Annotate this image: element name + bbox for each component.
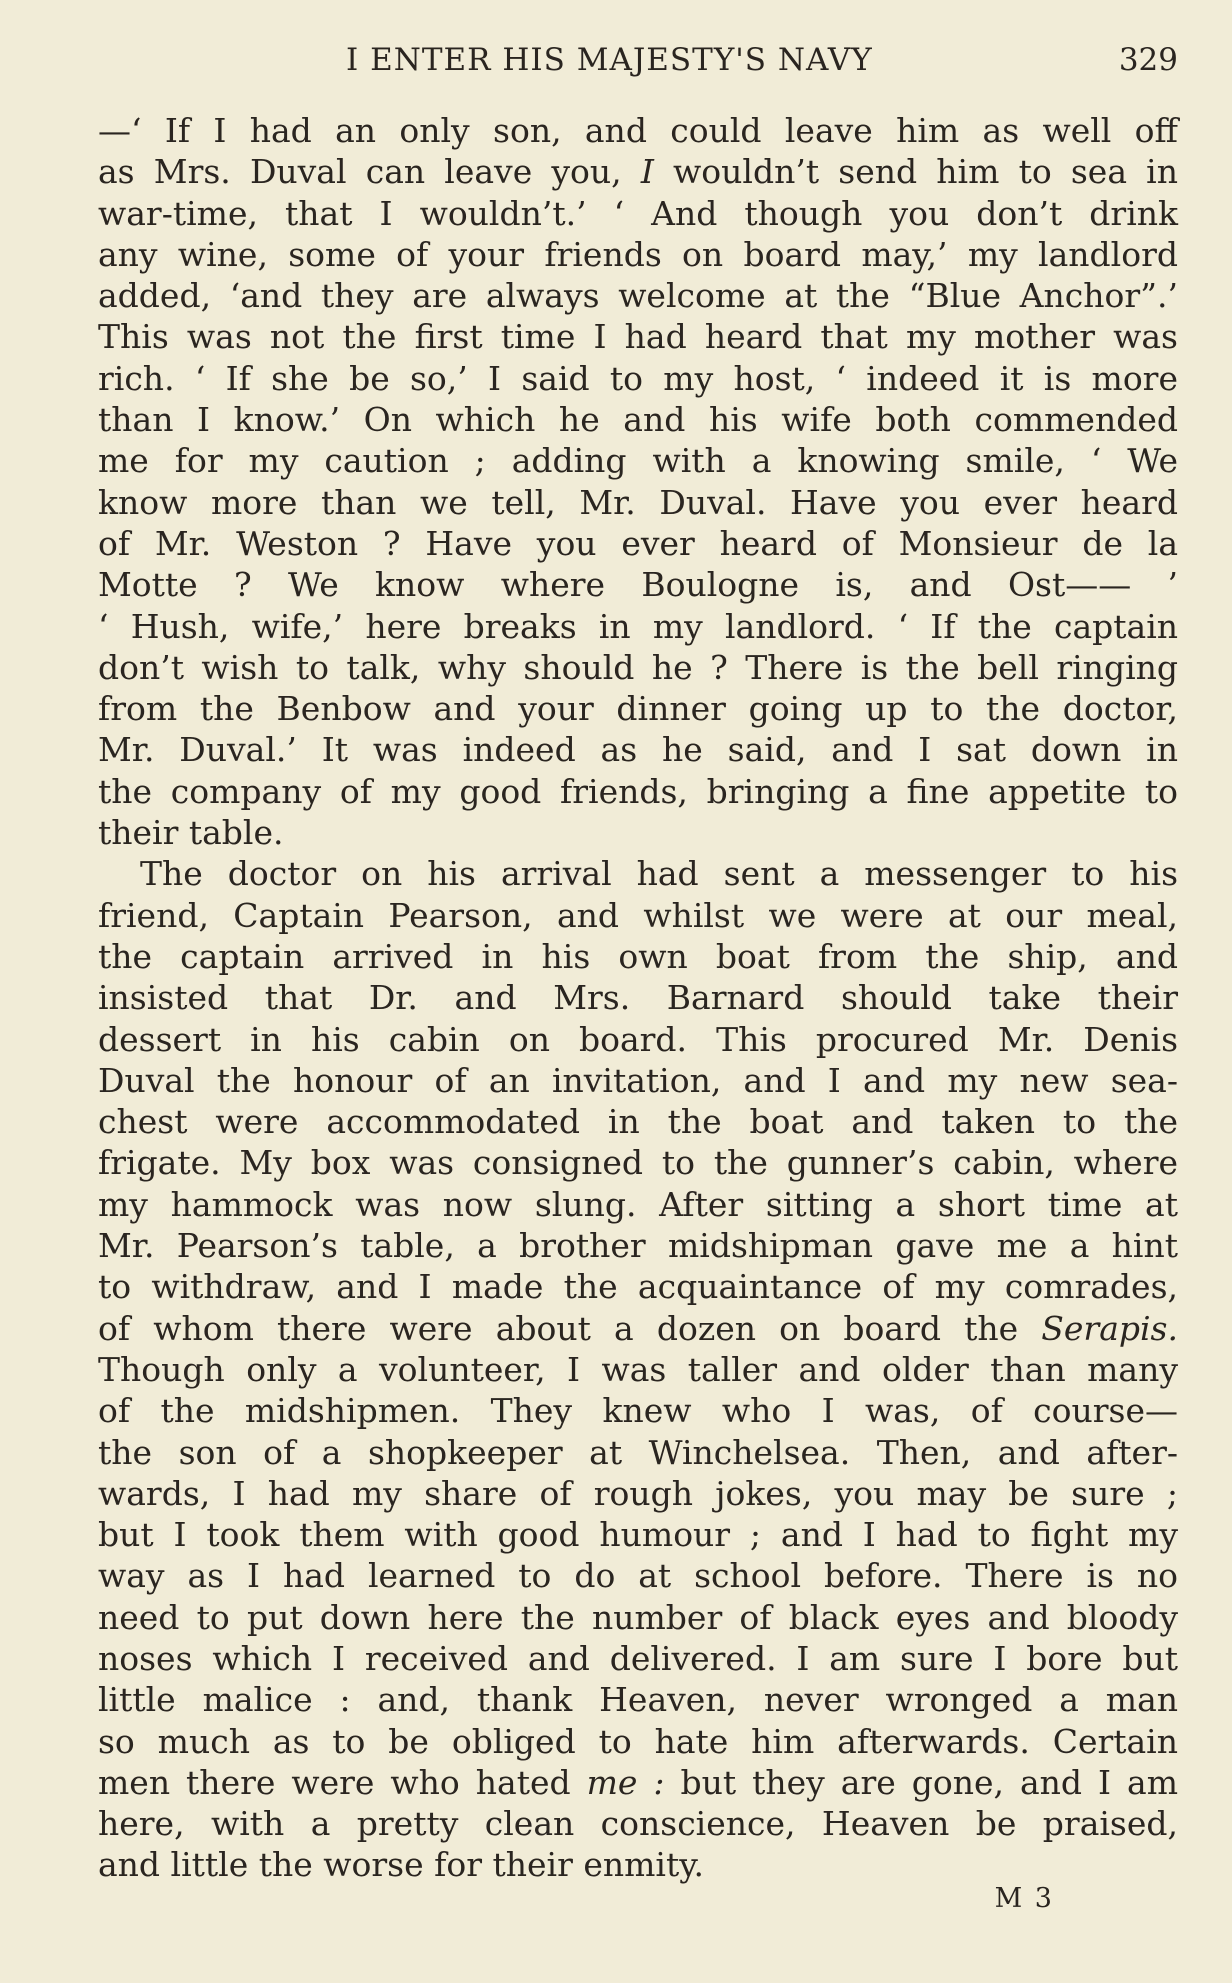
text-line: friend, Captain Pearson, and whilst we were at our meal,: [98, 895, 1178, 935]
text-line: to withdraw, and I made the acquaintance of my comrades,: [98, 1267, 1178, 1307]
running-head: [98, 42, 1178, 86]
text-line: little malice : and, thank Heaven, never wronged a man: [98, 1680, 1178, 1720]
text-line: This was not the first time I had heard that my mother was: [98, 317, 1178, 357]
text-line: Mr. Pearson’s table, a brother midshipman gave me a hint: [98, 1226, 1178, 1266]
text-line: [98, 151, 1178, 192]
text-line: so much as to be obliged to hate him afterwards. Certain: [98, 1721, 1178, 1761]
text-line: and little the worse for their enmity.: [98, 1845, 704, 1885]
italic-me: me :: [586, 1762, 665, 1802]
text-line: of Mr. Weston ? Have you ever heard of Monsieur de la: [98, 523, 1178, 563]
text-line: added, ‘and they are always welcome at the “Blue Anchor”.’: [98, 276, 1178, 316]
text-line: noses which I received and delivered. I am sure I bore but: [98, 1638, 1178, 1678]
text-line: from the Benbow and your dinner going up to the doctor,: [98, 689, 1178, 729]
signature-mark: M 3: [994, 1883, 1054, 1914]
text-line: my hammock was now slung. After sitting a short time at: [98, 1184, 1178, 1224]
text-line: wards, I had my share of rough jokes, you may be sure ;: [98, 1473, 1178, 1513]
text-line: know more than we tell, Mr. Duval. Have you ever heard: [98, 482, 1178, 522]
text-line: [98, 1762, 1178, 1803]
body-text: [98, 110, 1178, 1886]
ship-name: Serapis.: [1041, 1308, 1178, 1348]
text-line: Duval the honour of an invitation, and I and my new sea-: [98, 1060, 1178, 1100]
text-line: insisted that Dr. and Mrs. Barnard should take their: [98, 978, 1178, 1018]
text-segment: but they are gone, and I am: [664, 1762, 1178, 1802]
text-line: of the midshipmen. They knew who I was, of course—: [98, 1391, 1178, 1431]
text-line: Motte ? We know where Boulogne is, and Ost—— ’: [98, 565, 1178, 605]
text-line: but I took them with good humour ; and I had to fight my: [98, 1515, 1178, 1555]
text-line: The doctor on his arrival had sent a messenger to his: [140, 854, 1178, 894]
text-line: their table.: [98, 813, 284, 853]
text-line: Mr. Duval.’ It was indeed as he said, and I sat down in: [98, 730, 1178, 770]
text-line: any wine, some of your friends on board may,’ my landlord: [98, 234, 1178, 274]
text-line: way as I had learned to do at school before. There is no: [98, 1556, 1178, 1596]
text-line: dessert in his cabin on board. This procured Mr. Denis: [98, 1019, 1178, 1059]
text-line: frigate. My box was consigned to the gunner’s cabin, where: [98, 1143, 1178, 1183]
text-line: than I know.’ On which he and his wife both commended: [98, 400, 1178, 440]
text-line: don’t wish to talk, why should he ? There is the bell ringing: [98, 647, 1178, 687]
text-line: here, with a pretty clean conscience, Heaven be praised,: [98, 1804, 1178, 1844]
text-line: ‘ Hush, wife,’ here breaks in my landlord. ‘ If the captain: [98, 606, 1178, 646]
text-segment: of whom there were about a dozen on board the: [98, 1308, 1042, 1348]
text-line: war-time, that I wouldn’t.’ ‘ And though you don’t drink: [98, 193, 1178, 233]
text-line: the company of my good friends, bringing a fine appetite to: [98, 771, 1178, 811]
italic-pronoun: I: [640, 152, 654, 192]
text-line: the captain arrived in his own boat from the ship, and: [98, 936, 1178, 976]
page-number: 329: [1118, 42, 1178, 78]
chapter-title: I ENTER HIS MAJESTY'S NAVY: [346, 42, 873, 78]
text-line: [98, 1308, 1178, 1349]
text-line: chest were accommodated in the boat and taken to the: [98, 1102, 1178, 1142]
text-segment: wouldn’t send him to sea in: [653, 152, 1178, 192]
text-line: need to put down here the number of black eyes and bloody: [98, 1597, 1178, 1637]
text-line: —‘ If I had an only son, and could leave him as well off: [98, 111, 1178, 150]
text-line: me for my caution ; adding with a knowing smile, ‘ We: [98, 441, 1178, 481]
text-line: the son of a shopkeeper at Winchelsea. Then, and after-: [98, 1432, 1178, 1472]
text-line: Though only a volunteer, I was taller and older than many: [98, 1349, 1178, 1389]
text-line: rich. ‘ If she be so,’ I said to my host, ‘ indeed it is more: [98, 358, 1178, 398]
text-segment: men there were who hated: [98, 1762, 587, 1802]
text-segment: as Mrs. Duval can leave you,: [98, 152, 641, 192]
